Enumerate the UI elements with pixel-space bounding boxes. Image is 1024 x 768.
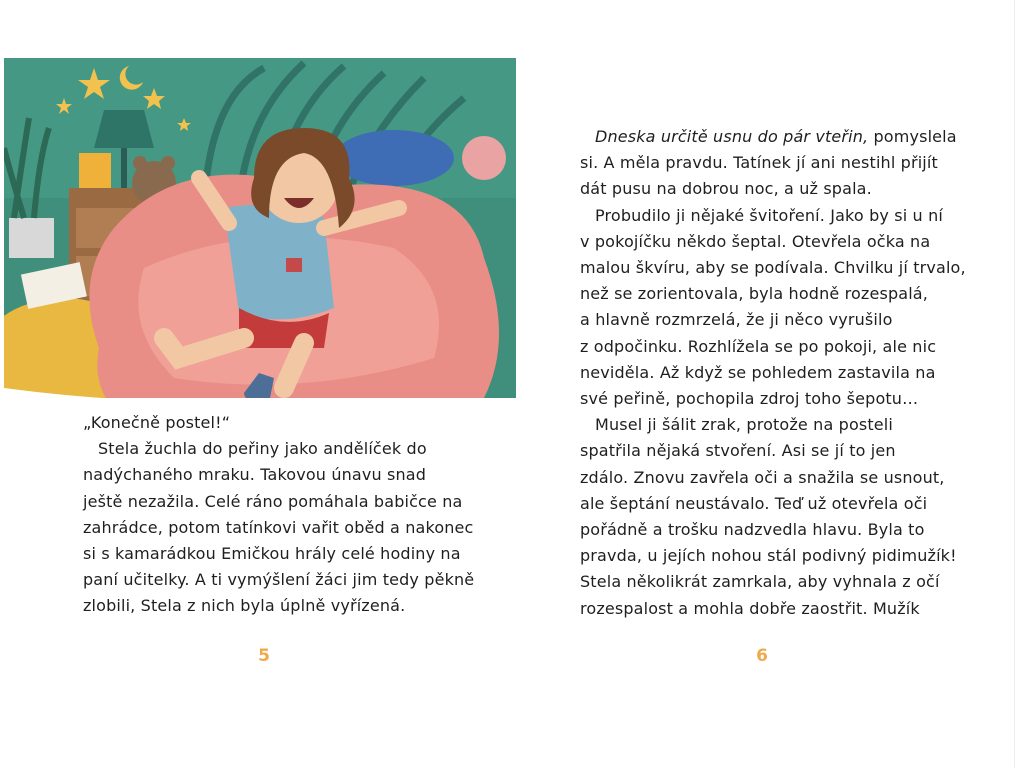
page-number: 6 bbox=[756, 646, 768, 666]
text-line: neviděla. Až když se pohledem zastavila na bbox=[580, 362, 936, 382]
text-line-first bbox=[580, 124, 960, 150]
text-line: dát pusu na dobrou noc, a už spala. bbox=[580, 179, 872, 199]
text-line: Stela několikrát zamrkala, aby vyhnala z očí bbox=[580, 572, 940, 592]
text-line: ještě nezažila. Celé ráno pomáhala babičce na bbox=[83, 491, 463, 511]
italic-thought: Dneska určitě usnu do pár vteřin, bbox=[595, 127, 869, 146]
text-line: z odpočinku. Rozhlížela se po pokoji, ale nic bbox=[580, 336, 937, 356]
text-line: a hlavně rozmrzelá, že ji něco vyrušilo bbox=[580, 310, 893, 330]
text-line: pravda, u jejích nohou stál podivný pidimužík! bbox=[580, 546, 957, 566]
text-line: si s kamarádkou Emičkou hrály celé hodiny na bbox=[83, 544, 461, 564]
text-line: zahrádce, potom tatínkovi vařit oběd a nakonec bbox=[83, 517, 474, 537]
text-line: „Konečně postel!“ bbox=[83, 413, 231, 432]
text-line: své peřině, pochopila zdroj toho šepotu… bbox=[580, 389, 919, 409]
text-line: Probudilo ji nějaké švitoření. Jako by si u ní bbox=[595, 205, 943, 225]
text-line: Stela žuchla do peřiny jako andělíček do bbox=[98, 439, 427, 459]
page-edge bbox=[1014, 0, 1015, 768]
text-fragment: pomyslela bbox=[868, 127, 957, 146]
text-line: zdálo. Znovu zavřela oči a snažila se usnout, bbox=[580, 467, 945, 487]
text-line: ale šeptání neustávalo. Teď už otevřela oči bbox=[580, 493, 928, 513]
text-line: nadýchaného mraku. Takovou únavu snad bbox=[83, 465, 427, 485]
text-line: Musel ji šálit zrak, protože na posteli bbox=[595, 415, 893, 435]
text-line: v pokojíčku někdo šeptal. Otevřela očka na bbox=[580, 231, 931, 251]
text-line: spatřila nějaká stvoření. Asi se jí to jen bbox=[580, 441, 896, 461]
page-number: 5 bbox=[258, 646, 270, 666]
text-line: malou škvíru, aby se podívala. Chvilku jí trvalo, bbox=[580, 258, 966, 278]
text-line: zlobili, Stela z nich byla úplně vyřízená. bbox=[83, 596, 406, 616]
text-line: pořádně a trošku nadzvedla hlavu. Byla to bbox=[580, 520, 925, 540]
text-line: než se zorientovala, byla hodně rozespalá, bbox=[580, 284, 928, 304]
text-line: si. A měla pravdu. Tatínek jí ani nestihl přijít bbox=[580, 153, 938, 173]
text-line: paní učitelky. A ti vymýšlení žáci jim tedy pěkně bbox=[83, 570, 475, 590]
text-line: rozespalost a mohla dobře zaostřit. Mužík bbox=[580, 598, 920, 618]
left-page-text bbox=[83, 410, 483, 620]
right-page-text bbox=[580, 124, 966, 622]
illustration-girl-on-bed bbox=[4, 58, 516, 454]
